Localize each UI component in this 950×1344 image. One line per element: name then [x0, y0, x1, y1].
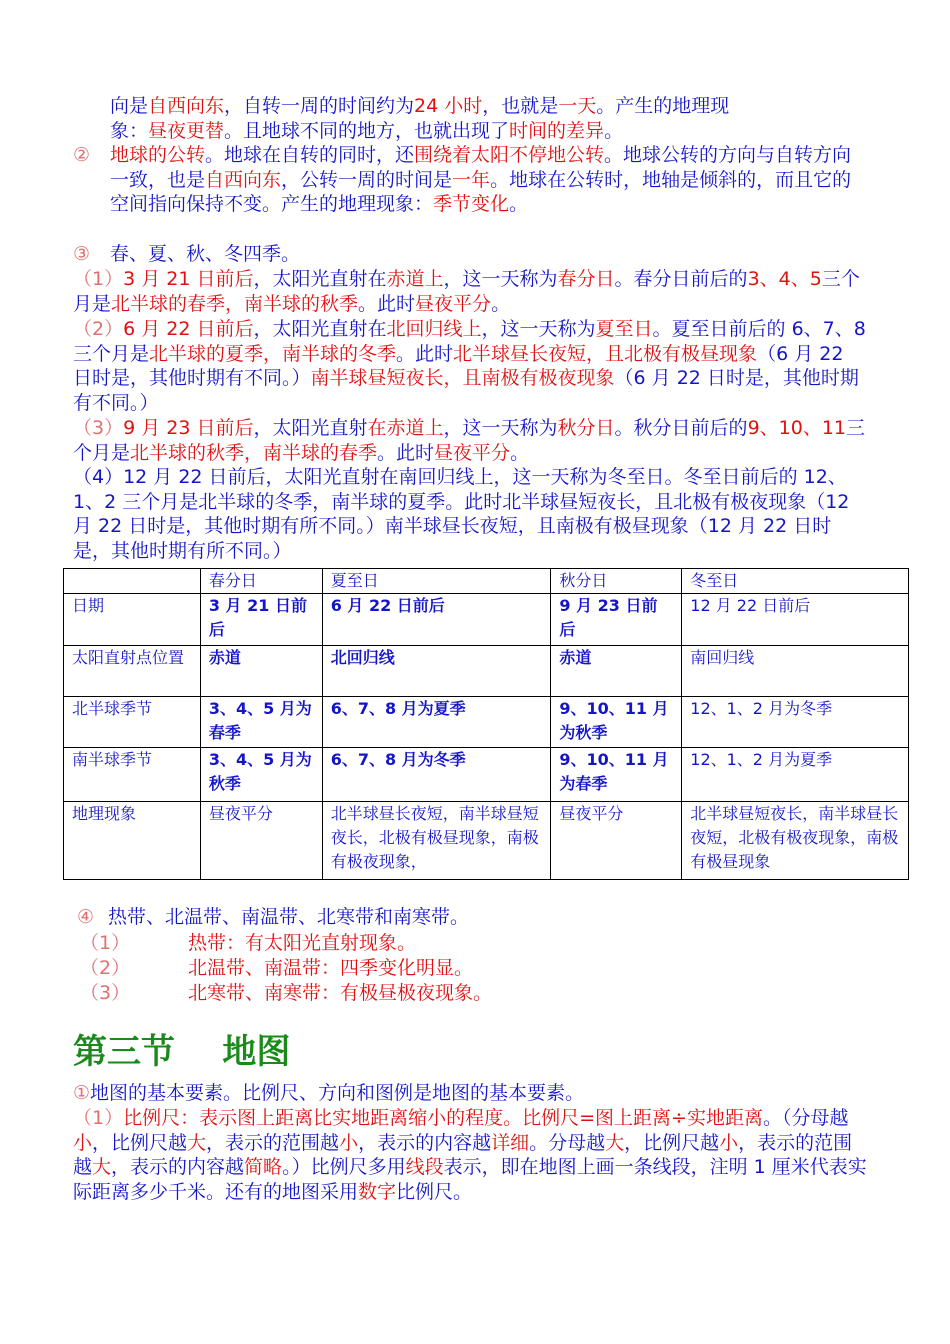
- table-header-cell: 春分日: [200, 569, 322, 594]
- table-cell: 12、1、2 月为冬季: [682, 697, 909, 748]
- table-cell: 12 月 22 日前后: [682, 594, 909, 646]
- table-cell: 地理现象: [64, 802, 201, 880]
- table-cell: 3 月 21 日前后: [200, 594, 322, 646]
- table-cell: 3、4、5 月为秋季: [200, 748, 322, 802]
- zone-item-number: （2）: [80, 957, 131, 979]
- zone-item-number: （3）: [80, 982, 131, 1004]
- table-cell: 南半球季节: [64, 748, 201, 802]
- zone-item: 热带：有太阳光直射现象。: [188, 932, 417, 954]
- table-cell: 9 月 23 日前后: [551, 594, 682, 646]
- spring-equinox-paragraph: （1）3 月 21 日前后，太阳光直射在赤道上，这一天称为春分日。春分日前后的3、4、5三个月是北半球的春季，南半球的秋季。此时昼夜平分。: [73, 268, 860, 315]
- table-cell: 太阳直射点位置: [64, 646, 201, 697]
- table-cell: 北半球昼长夜短，南半球昼短夜长，北极有极昼现象，南极有极夜现象，: [322, 802, 551, 880]
- table-header-row: [64, 569, 909, 594]
- zones-intro: 热带、北温带、南温带、北寒带和南寒带。: [108, 906, 470, 928]
- map-elements-paragraph: ①地图的基本要素。比例尺、方向和图例是地图的基本要素。: [73, 1082, 585, 1104]
- table-cell: 6、7、8 月为冬季: [322, 748, 551, 802]
- table-header-cell: [64, 569, 201, 594]
- summer-solstice-paragraph: （2）6 月 22 日前后，太阳光直射在北回归线上，这一天称为夏至日。夏至日前后的 6、7、8 三个月是北半球的夏季，南半球的冬季。此时北半球昼长夜短，且北极有极昼现象（6 月 22 日时是，其他时期有不同。）南半球昼短夜长，且南极有极夜现象（6 月 22 日时是，其他时期有不同。）: [73, 318, 866, 414]
- table-cell: 9、10、11 月为春季: [551, 748, 682, 802]
- table-row: [64, 748, 909, 802]
- table-cell: 日期: [64, 594, 201, 646]
- zone-item-number: （1）: [80, 932, 131, 954]
- table-row: [64, 697, 909, 748]
- scale-paragraph: （1）比例尺：表示图上距离比实地距离缩小的程度。比例尺=图上距离÷实地距离。（分母越小，比例尺越大，表示的范围越小，表示的内容越详细。分母越大，比例尺越小，表示的范围越大，表示的内容越简略。）比例尺多用线段表示，即在地图上画一条线段，注明 1 厘米代表实际距离多少千米。还有的地图采用数字比例尺。: [73, 1107, 867, 1203]
- autumn-equinox-paragraph: （3）9 月 23 日前后，太阳光直射在赤道上，这一天称为秋分日。秋分日前后的9、10、11三个月是北半球的秋季，南半球的春季。此时昼夜平分。: [73, 417, 866, 464]
- list-number-3: ③: [73, 243, 91, 265]
- table-cell: 北半球昼短夜长，南半球昼长夜短，北极有极夜现象，南极有极昼现象: [682, 802, 909, 880]
- table-header-cell: 夏至日: [322, 569, 551, 594]
- table-cell: 北回归线: [322, 646, 551, 697]
- table-cell: 6 月 22 日前后: [322, 594, 551, 646]
- seasons-heading: 春、夏、秋、冬四季。: [110, 243, 301, 265]
- table-row: [64, 802, 909, 880]
- section-title: 第三节 地图: [73, 1032, 291, 1072]
- table-cell: 南回归线: [682, 646, 909, 697]
- rotation-paragraph: 向是自西向东，自转一周的时间约为24 小时，也就是一天。产生的地理现 象：昼夜更替。且地球不同的地方，也就出现了时间的差异。: [110, 95, 730, 142]
- table-cell: 6、7、8 月为夏季: [322, 697, 551, 748]
- winter-solstice-paragraph: （4）12 月 22 日前后，太阳光直射在南回归线上，这一天称为冬至日。冬至日前后的 12、1、2 三个月是北半球的冬季，南半球的夏季。此时北半球昼短夜长，且北极有极夜现象（12 月 22 日时是，其他时期有所不同。）南半球昼长夜短，且南极有极昼现象（12 月 22 日时是，其他时期有所不同。）: [73, 466, 850, 562]
- table-cell: 昼夜平分: [200, 802, 322, 880]
- zone-item: 北寒带、南寒带：有极昼极夜现象。: [188, 982, 493, 1004]
- revolution-paragraph: 地球的公转。地球在自转的同时，还围绕着太阳不停地公转。地球公转的方向与自转方向一致，也是自西向东，公转一周的时间是一年。地球在公转时，地轴是倾斜的，而且它的空间指向保持不变。产生的地理现象：季节变化。: [110, 144, 852, 216]
- table-cell: 赤道: [551, 646, 682, 697]
- seasons-table: [63, 568, 909, 880]
- table-row: [64, 646, 909, 697]
- list-number-4: ④: [77, 906, 95, 928]
- table-cell: 北半球季节: [64, 697, 201, 748]
- table-cell: 昼夜平分: [551, 802, 682, 880]
- table-cell: 12、1、2 月为夏季: [682, 748, 909, 802]
- table-row: [64, 594, 909, 646]
- list-number-2: ②: [73, 144, 91, 166]
- table-cell: 9、10、11 月为秋季: [551, 697, 682, 748]
- table-cell: 3、4、5 月为春季: [200, 697, 322, 748]
- table-header-cell: 冬至日: [682, 569, 909, 594]
- zone-item: 北温带、南温带：四季变化明显。: [188, 957, 474, 979]
- table-header-cell: 秋分日: [551, 569, 682, 594]
- table-cell: 赤道: [200, 646, 322, 697]
